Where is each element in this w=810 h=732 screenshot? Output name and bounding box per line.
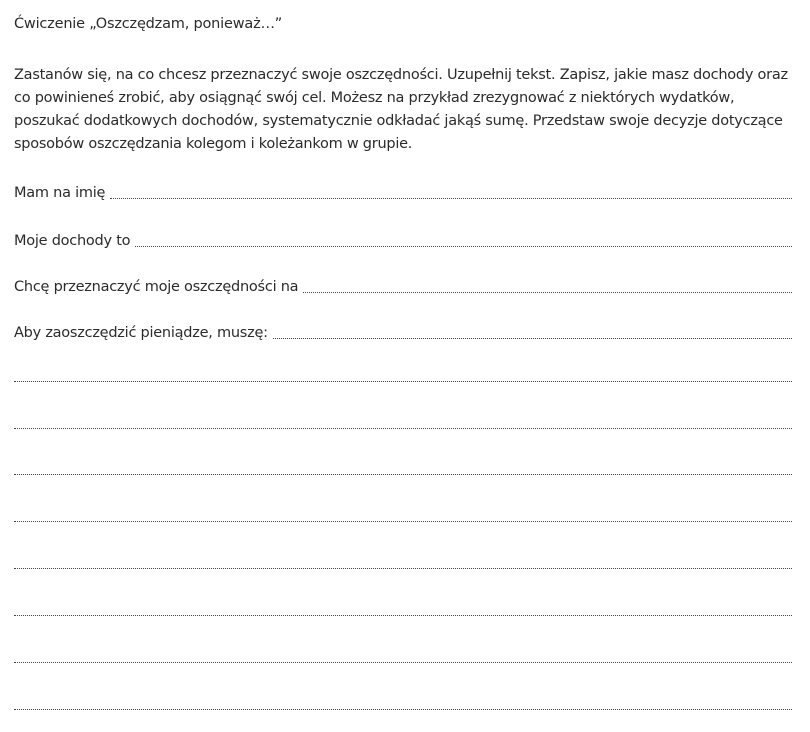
answer-line[interactable]: [14, 615, 792, 616]
savings-plan-field-row: [14, 318, 792, 342]
answer-line[interactable]: [14, 568, 792, 569]
income-field-label: Moje dochody to: [14, 233, 131, 249]
answer-line[interactable]: [14, 474, 792, 475]
name-field-row: [14, 178, 792, 202]
answer-line[interactable]: [14, 381, 792, 382]
worksheet-page: [14, 0, 792, 732]
worksheet-instructions: Zastanów się, na co chcesz przeznaczyć swoje oszczędności. Uzupełnij tekst. Zapisz, jakie masz dochody oraz co powinieneś zrobić, aby osiągnąć swój cel. Możesz na przykład zrezygnować z niektórych wydatków, poszukać dodatkowych dochodów, systematycznie odkładać jakąś sumę. Przedstaw swoje decyzje dotyczące sposobów oszczędzania kolegom i koleżankom w grupie.: [14, 67, 788, 152]
income-field-row: [14, 226, 792, 250]
answer-line[interactable]: [14, 521, 792, 522]
answer-line[interactable]: [14, 662, 792, 663]
savings-goal-field-blank[interactable]: [303, 292, 792, 293]
savings-goal-field-row: [14, 272, 792, 296]
name-field-blank[interactable]: [110, 198, 792, 199]
answer-line[interactable]: [14, 428, 792, 429]
worksheet-title: Ćwiczenie „Oszczędzam, ponieważ…”: [14, 16, 283, 32]
name-field-label: Mam na imię: [14, 185, 106, 201]
savings-plan-field-label: Aby zaoszczędzić pieniądze, muszę:: [14, 325, 268, 341]
savings-plan-field-blank[interactable]: [273, 338, 792, 339]
savings-goal-field-label: Chcę przeznaczyć moje oszczędności na: [14, 279, 299, 295]
income-field-blank[interactable]: [135, 246, 792, 247]
answer-line[interactable]: [14, 709, 792, 710]
